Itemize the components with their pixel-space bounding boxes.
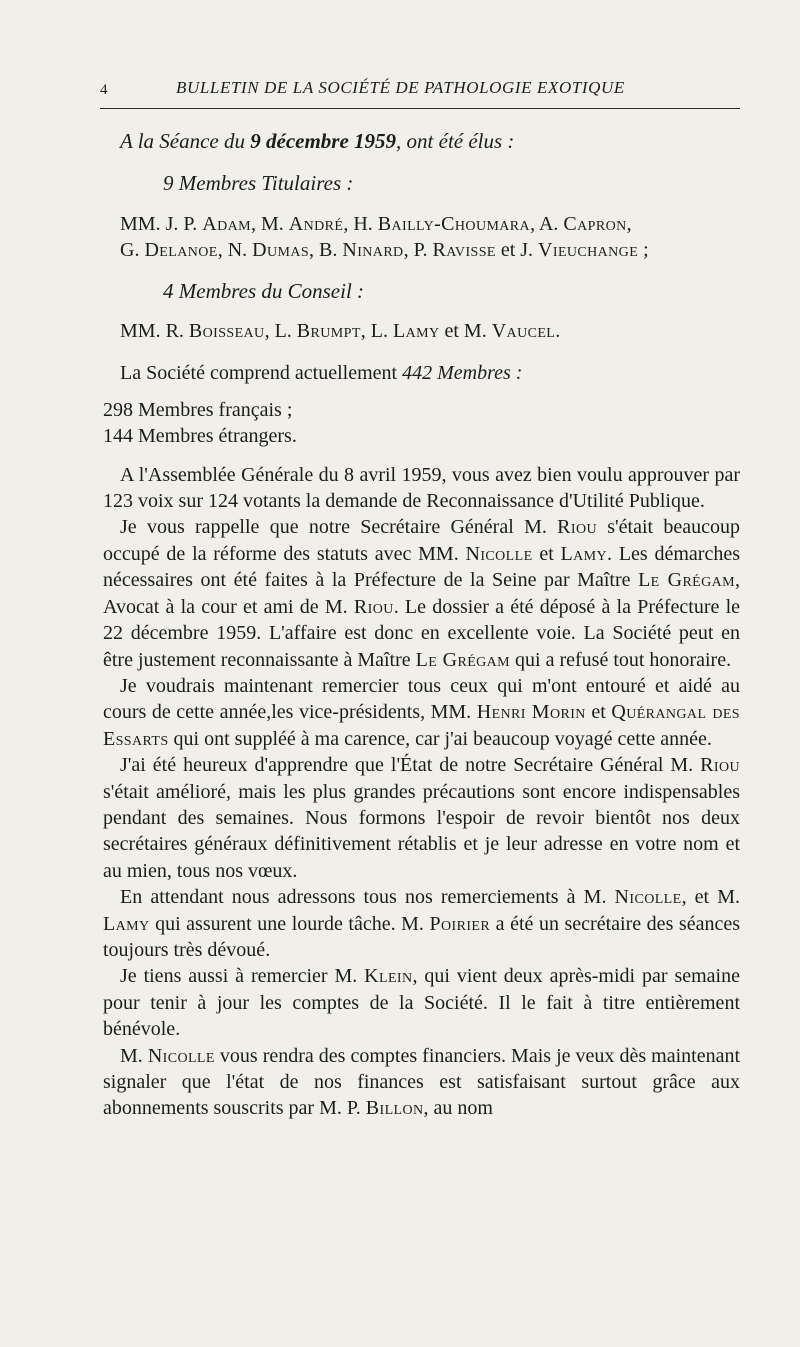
person-name: Ninard <box>342 239 404 262</box>
text-run: , au nom <box>423 1097 493 1120</box>
person-name: Riou <box>557 516 597 539</box>
text-run: , Avocat à la cour et ami de M. <box>103 569 741 618</box>
text-run: s'était beaucoup occupé de la réforme des statuts avec MM. <box>103 516 740 565</box>
person-name: Ravisse <box>432 239 496 262</box>
membership-total: La Société comprend actuellement 442 Membres : <box>120 362 523 385</box>
body-text <box>103 128 740 1122</box>
paragraph-adressons <box>103 884 740 963</box>
paragraph-statuts <box>103 514 740 672</box>
paragraph-finances <box>103 1043 740 1122</box>
text-run: a été un secrétaire des séances toujours très dévoué. <box>103 912 740 961</box>
text-run: , L. <box>360 320 393 343</box>
text-run: M. <box>120 1044 148 1067</box>
text-run: , H. <box>343 212 378 235</box>
text-run: Je vous rappelle que notre Secrétaire Général M. <box>120 516 558 539</box>
person-name: Dumas <box>252 239 310 262</box>
titulaires-heading: 9 Membres Titulaires : <box>163 171 354 196</box>
conseil-heading: 4 Membres du Conseil : <box>163 278 365 303</box>
person-name: Brumpt <box>296 320 361 343</box>
text-run: , <box>626 212 632 235</box>
text-run: MM. J. P. <box>120 212 203 235</box>
text-run: , P. <box>403 239 433 262</box>
paragraph-remerciements <box>103 673 740 752</box>
person-name: Capron <box>563 212 627 235</box>
person-name: Delanoe <box>144 239 218 262</box>
paragraph-assemblee: A l'Assemblée Générale du 8 avril 1959, vous avez bien voulu approuver par 123 voix sur 124 votants la demande de Reconnaissance d'Utilité Publique. <box>103 463 740 513</box>
text-run: et <box>585 701 612 724</box>
titulaires-names <box>103 211 740 264</box>
text-run: J'ai été heureux d'apprendre que l'État de notre Secrétaire Général M. <box>120 754 701 777</box>
text-run: , et M. <box>681 886 740 909</box>
text-run: . <box>555 320 561 343</box>
text-run: et M. <box>439 320 492 343</box>
page-header <box>100 78 740 102</box>
paragraph-secretaire <box>103 752 740 884</box>
text-run: , N. <box>217 239 253 262</box>
text-run: qui ont suppléé à ma carence, car j'ai beaucoup voyagé cette année. <box>168 727 712 750</box>
membership-foreign: 144 Membres étrangers. <box>103 425 297 448</box>
person-name: Bailly-Choumara <box>377 212 531 235</box>
text-run: G. <box>120 239 145 262</box>
text-run: , A. <box>530 212 564 235</box>
text-run: Je voudrais maintenant remercier tous ceux qui m'ont entouré et aidé au cours de cette année,les vice-présidents, MM. <box>103 674 740 724</box>
membership-french: 298 Membres français ; <box>103 398 293 421</box>
text-run: , M. <box>250 212 289 235</box>
person-name: Vaucel <box>491 320 556 343</box>
person-name: André <box>288 212 344 235</box>
person-name: Boisseau <box>188 320 265 343</box>
election-intro: A la Séance du 9 décembre 1959, ont été élus : <box>120 129 515 153</box>
page-number: 4 <box>100 82 108 98</box>
person-name: Riou <box>353 595 394 618</box>
person-name: Quérangal des Essarts <box>103 701 740 750</box>
person-name: Poirier <box>429 912 491 935</box>
running-head: BULLETIN DE LA SOCIÉTÉ DE PATHOLOGIE EXOTIQUE <box>176 78 625 97</box>
text-run: En attendant nous adressons tous nos remerciements à M. <box>120 886 615 909</box>
text-run: , qui vient deux après-midi par semaine pour tenir à jour les comptes de la Société. Il le fait à titre entièrement bénévole. <box>103 965 740 1041</box>
person-name: Adam <box>202 212 251 235</box>
conseil-names <box>103 318 740 344</box>
person-name: Henri Morin <box>476 701 586 724</box>
paragraph-klein <box>103 963 740 1042</box>
person-name: Klein <box>364 965 413 988</box>
person-name: Lamy <box>560 542 608 565</box>
person-name: Vieuchange <box>538 239 639 262</box>
text-run: et <box>532 542 561 565</box>
text-run: , L. <box>264 320 297 343</box>
text-run: , B. <box>309 239 343 262</box>
text-run: Je tiens aussi à remercier M. <box>120 965 365 988</box>
text-run: vous rendra des comptes financiers. Mais je veux dès maintenant signaler que l'état de nos finances est satisfaisant surtout grâce aux abonnements souscrits par M. P. <box>103 1044 740 1120</box>
person-name: Nicolle <box>147 1044 215 1067</box>
text-run: qui a refusé tout honoraire. <box>510 648 732 671</box>
header-rule <box>100 108 740 109</box>
person-name: Lamy <box>393 320 440 343</box>
person-name: Le Grégam <box>638 569 736 592</box>
person-name: Le Grégam <box>415 648 511 671</box>
person-name: Lamy <box>103 912 150 935</box>
text-run: et J. <box>495 239 539 262</box>
text-run: . Le dossier a été déposé à la Préfecture le 22 décembre 1959. L'affaire est donc en excellente voie. La Société peut en être justement reconnaissante à Maître <box>103 595 741 671</box>
text-run: ; <box>638 239 649 262</box>
text-run: . Les démarches nécessaires ont été faites à la Préfecture de la Seine par Maître <box>103 542 741 592</box>
person-name: Billon <box>365 1097 424 1120</box>
text-run: s'était amélioré, mais les plus grandes précautions sont encore indispensables pendant des semaines. Nous formons l'espoir de revoir bientôt nos deux secrétaires généraux définitivement rétablis et je leur adresse en votre nom et au mien, tous nos vœux. <box>103 780 740 882</box>
person-name: Riou <box>700 754 740 777</box>
person-name: Nicolle <box>614 886 682 909</box>
text-run: MM. R. <box>120 320 189 343</box>
text-run: qui assurent une lourde tâche. M. <box>149 912 430 935</box>
person-name: Nicolle <box>465 542 533 565</box>
